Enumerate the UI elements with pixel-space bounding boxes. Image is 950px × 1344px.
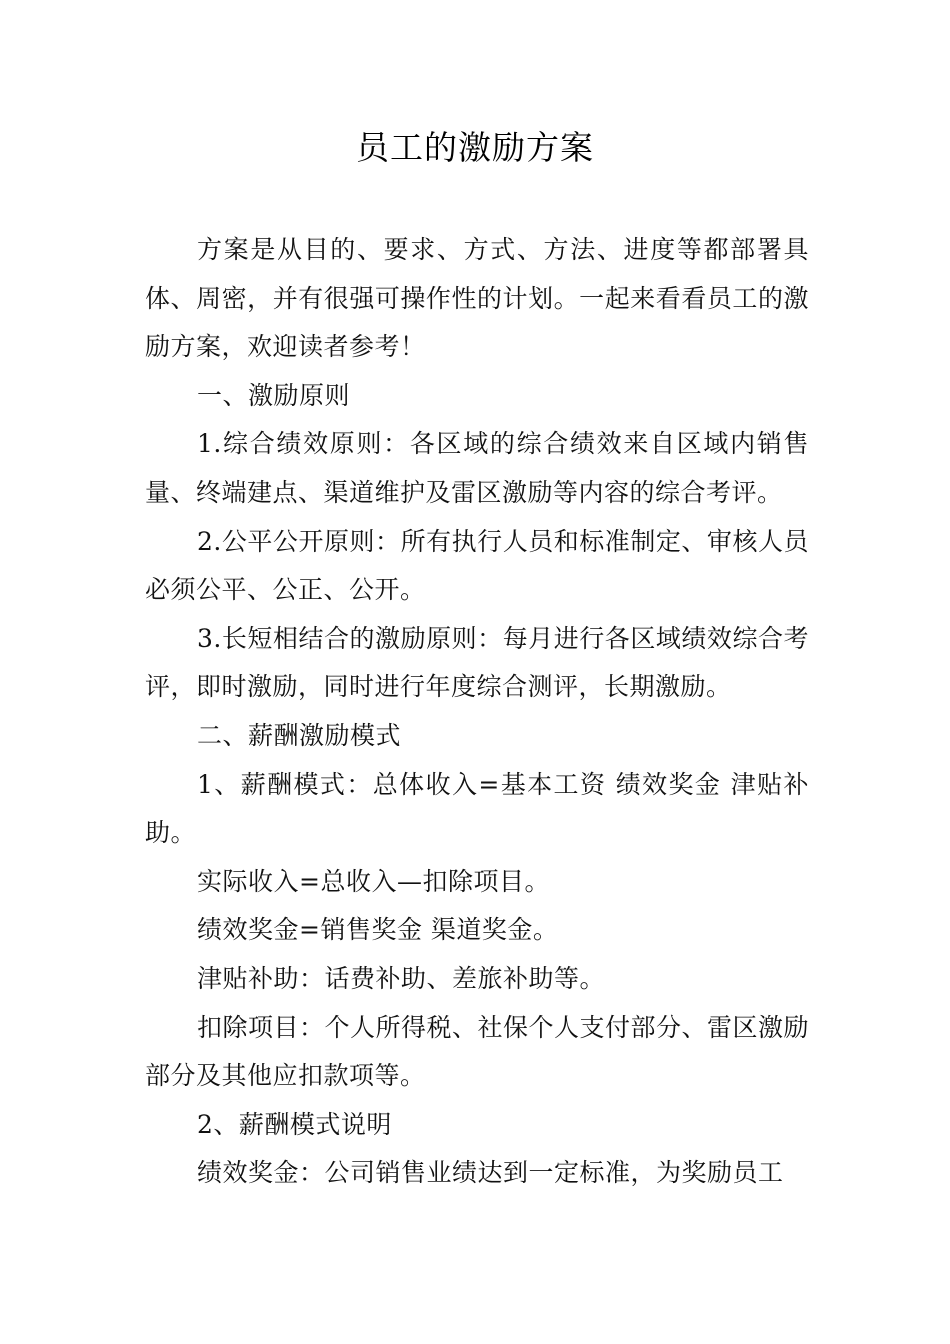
salary-model-explanation-heading: 2、薪酬模式说明 [197,1109,392,1139]
allowance-paragraph: 津贴补助：话费补助、差旅补助等。 [197,963,606,993]
section-heading-incentive-principles: 一、激励原则 [197,380,351,410]
principle-2-paragraph: 2.公平公开原则：所有执行人员和标准制定、审核人员必须公平、公正、公开。 [145,526,809,605]
deductions-paragraph: 扣除项目：个人所得税、社保个人支付部分、雷区激励部分及其他应扣款项等。 [145,1012,810,1091]
section-heading-salary-model: 二、薪酬激励模式 [197,720,402,750]
document-title: 员工的激励方案 [356,128,594,167]
document-body [145,226,809,1198]
principle-1-paragraph: 1.综合绩效原则：各区域的综合绩效来自区域内销售量、终端建点、渠道维护及雷区激励等内容的综合考评。 [145,429,809,507]
intro-paragraph: 方案是从目的、要求、方式、方法、进度等都部署具体、周密，并有很强可操作性的计划。一起来看看员工的激励方案，欢迎读者参考！ [145,235,809,362]
performance-bonus-explanation-paragraph: 绩效奖金：公司销售业绩达到一定标准，为奖励员工 [197,1158,784,1188]
principle-3-paragraph: 3.长短相结合的激励原则：每月进行各区域绩效综合考评，即时激励，同时进行年度综合测评，长期激励。 [145,623,809,702]
actual-income-paragraph: 实际收入=总收入—扣除项目。 [197,866,550,896]
performance-bonus-paragraph: 绩效奖金=销售奖金 渠道奖金。 [197,915,559,945]
salary-model-paragraph: 1、薪酬模式：总体收入=基本工资 绩效奖金 津贴补助。 [145,769,809,848]
